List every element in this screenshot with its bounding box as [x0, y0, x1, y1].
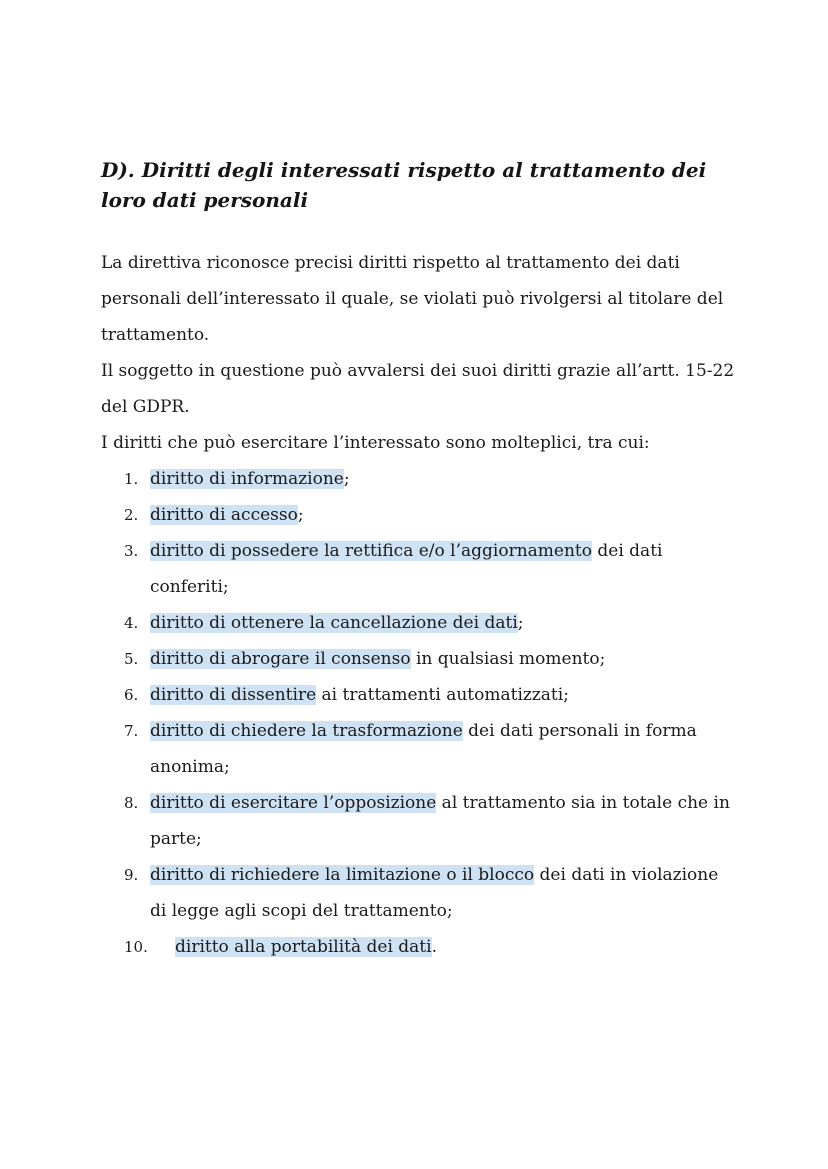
highlighted-text: diritto di chiedere la trasformazione — [150, 721, 463, 741]
list-item: 2. diritto di accesso; — [124, 505, 304, 525]
rights-list — [100, 461, 740, 965]
highlighted-text: diritto di possedere la rettifica e/o l’aggiornamento — [150, 541, 592, 561]
list-item: 3. diritto di possedere la rettifica e/o l’aggiornamento dei dati conferiti; — [124, 541, 663, 597]
list-item: 1. diritto di informazione; — [124, 469, 350, 489]
list-item: 7. diritto di chiedere la trasformazione dei dati personali in forma anonima; — [124, 721, 697, 777]
highlighted-text: diritto alla portabilità dei dati — [175, 937, 432, 957]
highlighted-text: diritto di abrogare il consenso — [150, 649, 411, 669]
highlighted-text: diritto di accesso — [150, 505, 298, 525]
list-item: 10. diritto alla portabilità dei dati. — [124, 937, 437, 957]
section-heading: D). Diritti degli interessati rispetto al trattamento dei loro dati personali — [101, 158, 707, 212]
highlighted-text: diritto di dissentire — [150, 685, 317, 705]
intro-paragraph: La direttiva riconosce precisi diritti rispetto al trattamento dei dati personali dell’interessato il quale, se violati può rivolgersi al titolare del trattamento. — [101, 253, 724, 345]
list-item: 8. diritto di esercitare l’opposizione al trattamento sia in totale che in parte; — [124, 793, 730, 849]
highlighted-text: diritto di richiedere la limitazione o il blocco — [150, 865, 535, 885]
highlighted-text: diritto di informazione — [150, 469, 344, 489]
gdpr-paragraph: Il soggetto in questione può avvalersi dei suoi diritti grazie all’artt. 15-22 del GDPR. — [101, 361, 735, 417]
list-item: 5. diritto di abrogare il consenso in qualsiasi momento; — [124, 649, 606, 669]
highlighted-text: diritto di esercitare l’opposizione — [150, 793, 437, 813]
highlighted-text: diritto di ottenere la cancellazione dei dati — [150, 613, 518, 633]
list-item: 4. diritto di ottenere la cancellazione dei dati; — [124, 613, 524, 633]
list-item: 9. diritto di richiedere la limitazione o il blocco dei dati in violazione di legge agli scopi del trattamento; — [124, 865, 719, 921]
list-item: 6. diritto di dissentire ai trattamenti automatizzati; — [124, 685, 569, 705]
rights-intro-paragraph: I diritti che può esercitare l’interessato sono molteplici, tra cui: — [101, 433, 650, 453]
